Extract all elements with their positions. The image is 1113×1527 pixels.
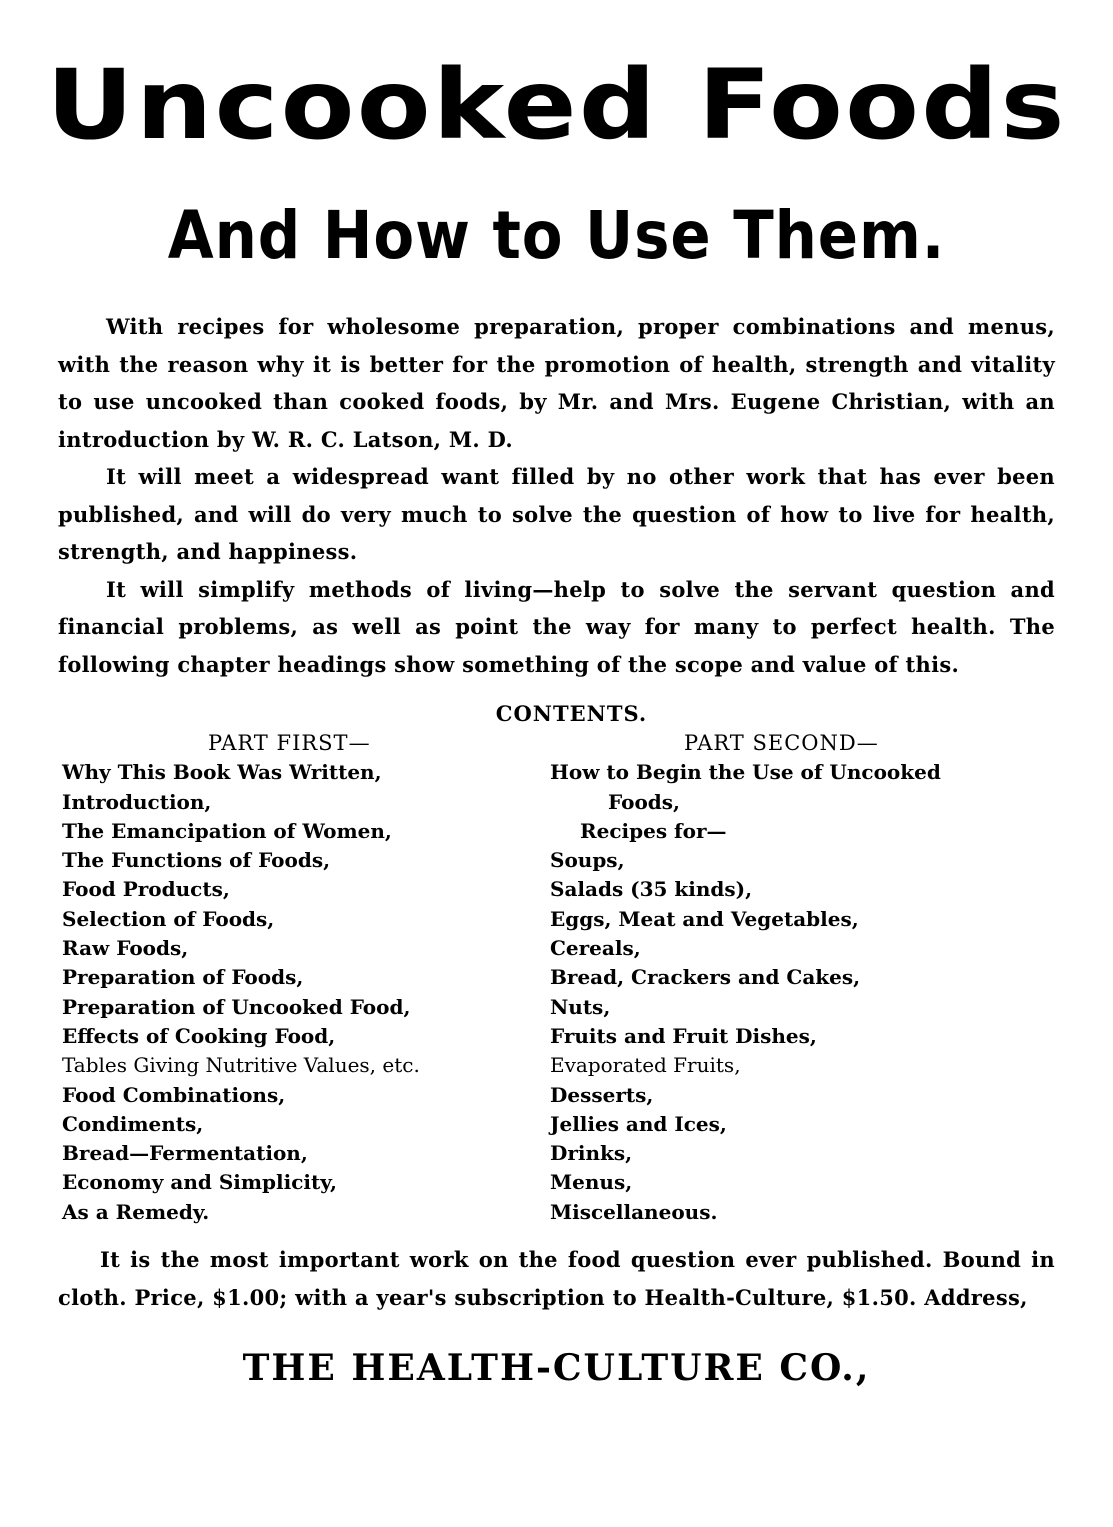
intro-paragraph-2: It will meet a widespread want filled by no other work that has ever been published, and will do very much to solve the question of how to live for health, strength, and happiness.: [58, 464, 1055, 564]
contents-item: How to Begin the Use of Uncooked: [550, 760, 941, 785]
contents-item: Jellies and Ices,: [550, 1111, 727, 1136]
contents-heading: CONTENTS.: [495, 701, 648, 726]
contents-item: As a Remedy.: [62, 1199, 210, 1224]
part-first-column: [58, 729, 550, 1227]
contents-item: Eggs, Meat and Vegetables,: [550, 906, 859, 931]
contents-item: Soups,: [550, 848, 625, 873]
contents-item: Economy and Simplicity,: [62, 1170, 337, 1195]
contents-item: Menus,: [550, 1170, 633, 1195]
contents-item: The Functions of Foods,: [62, 848, 331, 873]
contents-item: Condiments,: [62, 1111, 204, 1136]
publisher-name: THE HEALTH-CULTURE CO.,: [242, 1347, 871, 1390]
contents-item: Selection of Foods,: [62, 906, 275, 931]
closing-paragraph: It is the most important work on the food question ever published. Bound in cloth. Price, $1.00; with a year's subscription to Health-Culture, $1.50. Address,: [58, 1247, 1055, 1310]
part-second-heading: PART SECOND—: [684, 731, 879, 755]
contents-item: Nuts,: [550, 994, 611, 1019]
contents-item: Tables Giving Nutritive Values, etc.: [62, 1053, 420, 1078]
contents-columns: [58, 729, 1055, 1227]
contents-item: Evaporated Fruits,: [550, 1053, 741, 1078]
intro-paragraph-1: With recipes for wholesome preparation, proper combinations and menus, with the reason why it is better for the promotion of health, strength and vitality to use uncooked than cooked foods, by Mr. and Mrs. Eugene Christian, with an introduction by W. R. C. Latson, M. D.: [58, 314, 1055, 452]
contents-item-continuation: Foods,: [608, 789, 680, 814]
closing-section: [58, 1241, 1055, 1316]
contents-item: Preparation of Uncooked Food,: [62, 994, 411, 1019]
contents-item: Preparation of Foods,: [62, 965, 304, 990]
intro-paragraph-3: It will simplify methods of living—help to solve the servant question and financial problems, as well as point the way for many to perfect health. The following chapter headings show something of the scope and value of this.: [58, 576, 1055, 677]
contents-item: Raw Foods,: [62, 936, 189, 961]
ad-title: Uncooked Foods: [46, 49, 1067, 161]
intro-section: [58, 308, 1055, 683]
contents-item: Bread, Crackers and Cakes,: [550, 965, 861, 990]
contents-item: Miscellaneous.: [550, 1199, 718, 1224]
part-second-column: [550, 729, 1050, 1227]
ad-subtitle: And How to Use Them.: [167, 197, 946, 274]
contents-item: Fruits and Fruit Dishes,: [550, 1023, 817, 1048]
contents-item: Effects of Cooking Food,: [62, 1023, 336, 1048]
contents-item: Cereals,: [550, 936, 641, 961]
contents-item: The Emancipation of Women,: [62, 818, 392, 843]
contents-item: Drinks,: [550, 1141, 633, 1166]
recipes-label: Recipes for—: [580, 818, 727, 843]
part-first-heading: PART FIRST—: [208, 731, 371, 755]
contents-item: Food Products,: [62, 877, 230, 902]
contents-item: Food Combinations,: [62, 1082, 286, 1107]
contents-item: Salads (35 kinds),: [550, 877, 753, 902]
contents-item: Desserts,: [550, 1082, 654, 1107]
contents-item: Why This Book Was Written,: [62, 760, 382, 785]
contents-item: Bread—Fermentation,: [62, 1141, 308, 1166]
contents-item: Introduction,: [62, 789, 212, 814]
